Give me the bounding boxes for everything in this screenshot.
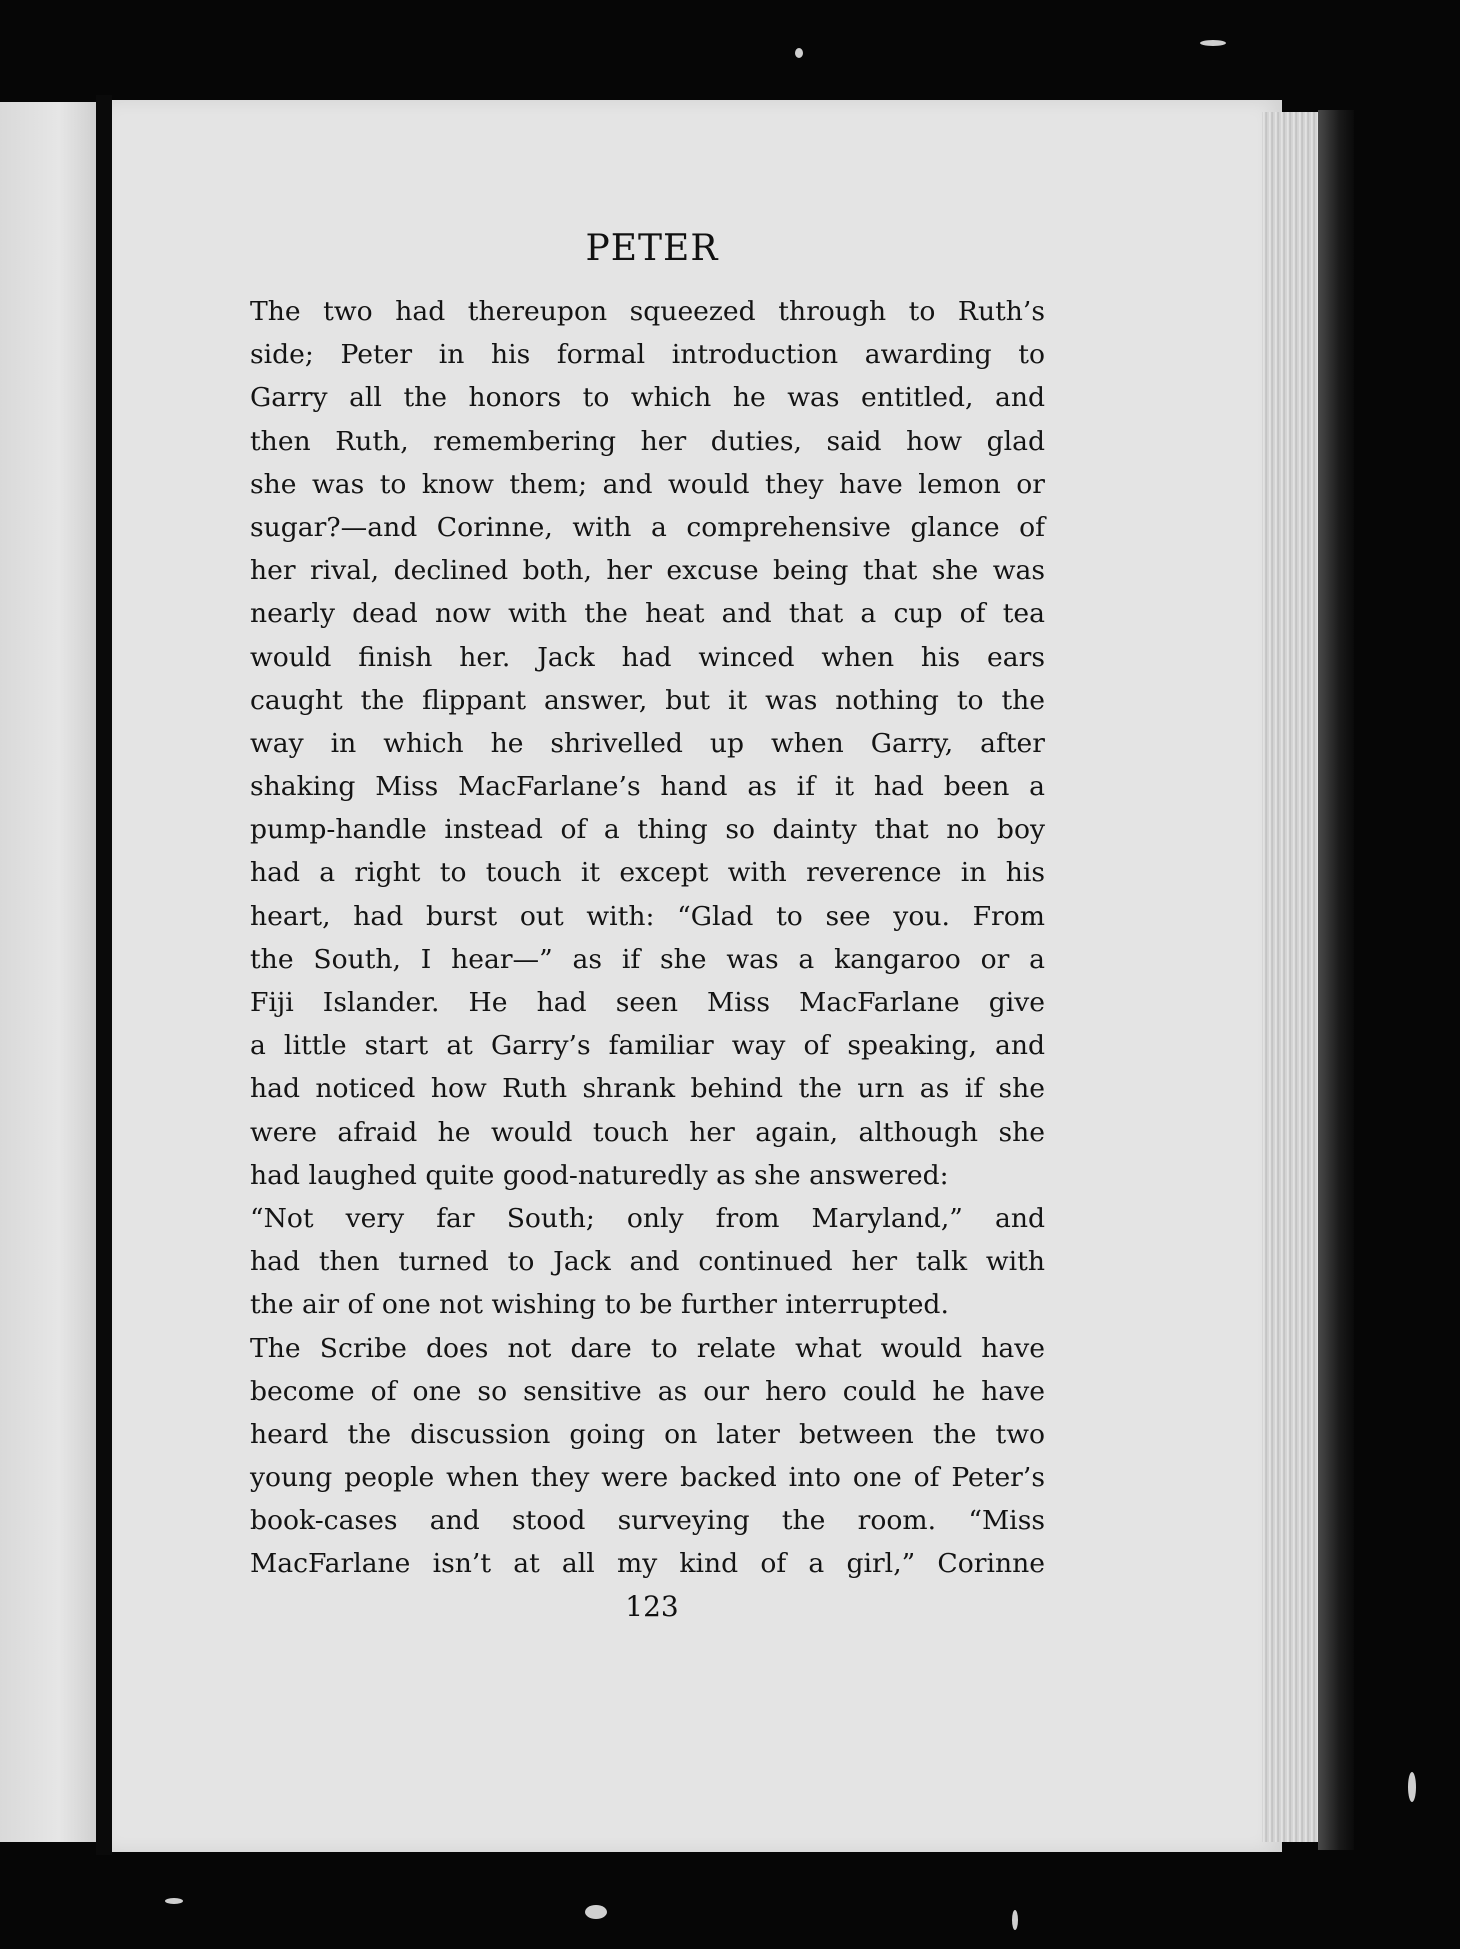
cover-edge [1318,110,1354,1850]
text-line: heard the discussion going on later between the two [250,1418,1045,1450]
text-line: she was to know them; and would they have lemon or [250,468,1045,500]
text-line: heart, had burst out with: “Glad to see you. From [250,900,1045,932]
scan-speck [585,1905,607,1919]
text-line: sugar?—and Corinne, with a comprehensive glance of [250,511,1045,543]
page-number: 123 [625,1590,679,1623]
text-line: would finish her. Jack had winced when his ears [250,641,1045,673]
scan-speck [165,1898,183,1904]
text-line: The Scribe does not dare to relate what would have [250,1332,1045,1364]
running-head: PETER [585,228,719,269]
book-gutter [96,95,112,1855]
text-line: had noticed how Ruth shrank behind the urn as if she [250,1073,1045,1105]
text-line: a little start at Garry’s familiar way of speaking, and [250,1030,1045,1062]
page-block-edges [1262,112,1320,1842]
text-line: young people when they were backed into one of Peter’s [250,1462,1045,1494]
scan-speck [795,48,803,58]
text-line: had laughed quite good-naturedly as she answered: [250,1159,949,1191]
scan-speck [1408,1772,1416,1802]
text-line: had a right to touch it except with reverence in his [250,857,1045,889]
text-line: “Not very far South; only from Maryland,” and [250,1202,1045,1234]
scan-speck [1012,1910,1018,1930]
text-line: shaking Miss MacFarlane’s hand as if it had been a [250,771,1045,803]
body-text [250,290,1045,1586]
text-line: the air of one not wishing to be further interrupted. [250,1289,949,1321]
text-line: The two had thereupon squeezed through to Ruth’s [250,296,1045,327]
text-line: Garry all the honors to which he was entitled, and [250,382,1045,414]
text-line: book-cases and stood surveying the room. “Miss [250,1505,1045,1537]
text-line: were afraid he would touch her again, although she [250,1116,1045,1148]
text-line: nearly dead now with the heat and that a cup of tea [250,598,1045,630]
facing-page-edge [0,102,98,1842]
text-line: side; Peter in his formal introduction awarding to [250,339,1045,371]
scan-speck [1200,40,1226,46]
text-line: her rival, declined both, her excuse being that she was [250,555,1045,587]
text-line: Fiji Islander. He had seen Miss MacFarlane give [250,987,1045,1018]
text-line: become of one so sensitive as our hero could he have [250,1375,1045,1407]
text-line: MacFarlane isn’t at all my kind of a girl,” Corinne [250,1548,1045,1580]
text-line: the South, I hear—” as if she was a kangaroo or a [250,943,1045,975]
text-line: pump-handle instead of a thing so dainty that no boy [250,814,1045,846]
text-line: then Ruth, remembering her duties, said how glad [250,425,1045,457]
text-line: way in which he shrivelled up when Garry, after [250,727,1045,759]
text-line: caught the flippant answer, but it was nothing to the [250,684,1045,716]
text-line: had then turned to Jack and continued her talk with [250,1246,1045,1278]
